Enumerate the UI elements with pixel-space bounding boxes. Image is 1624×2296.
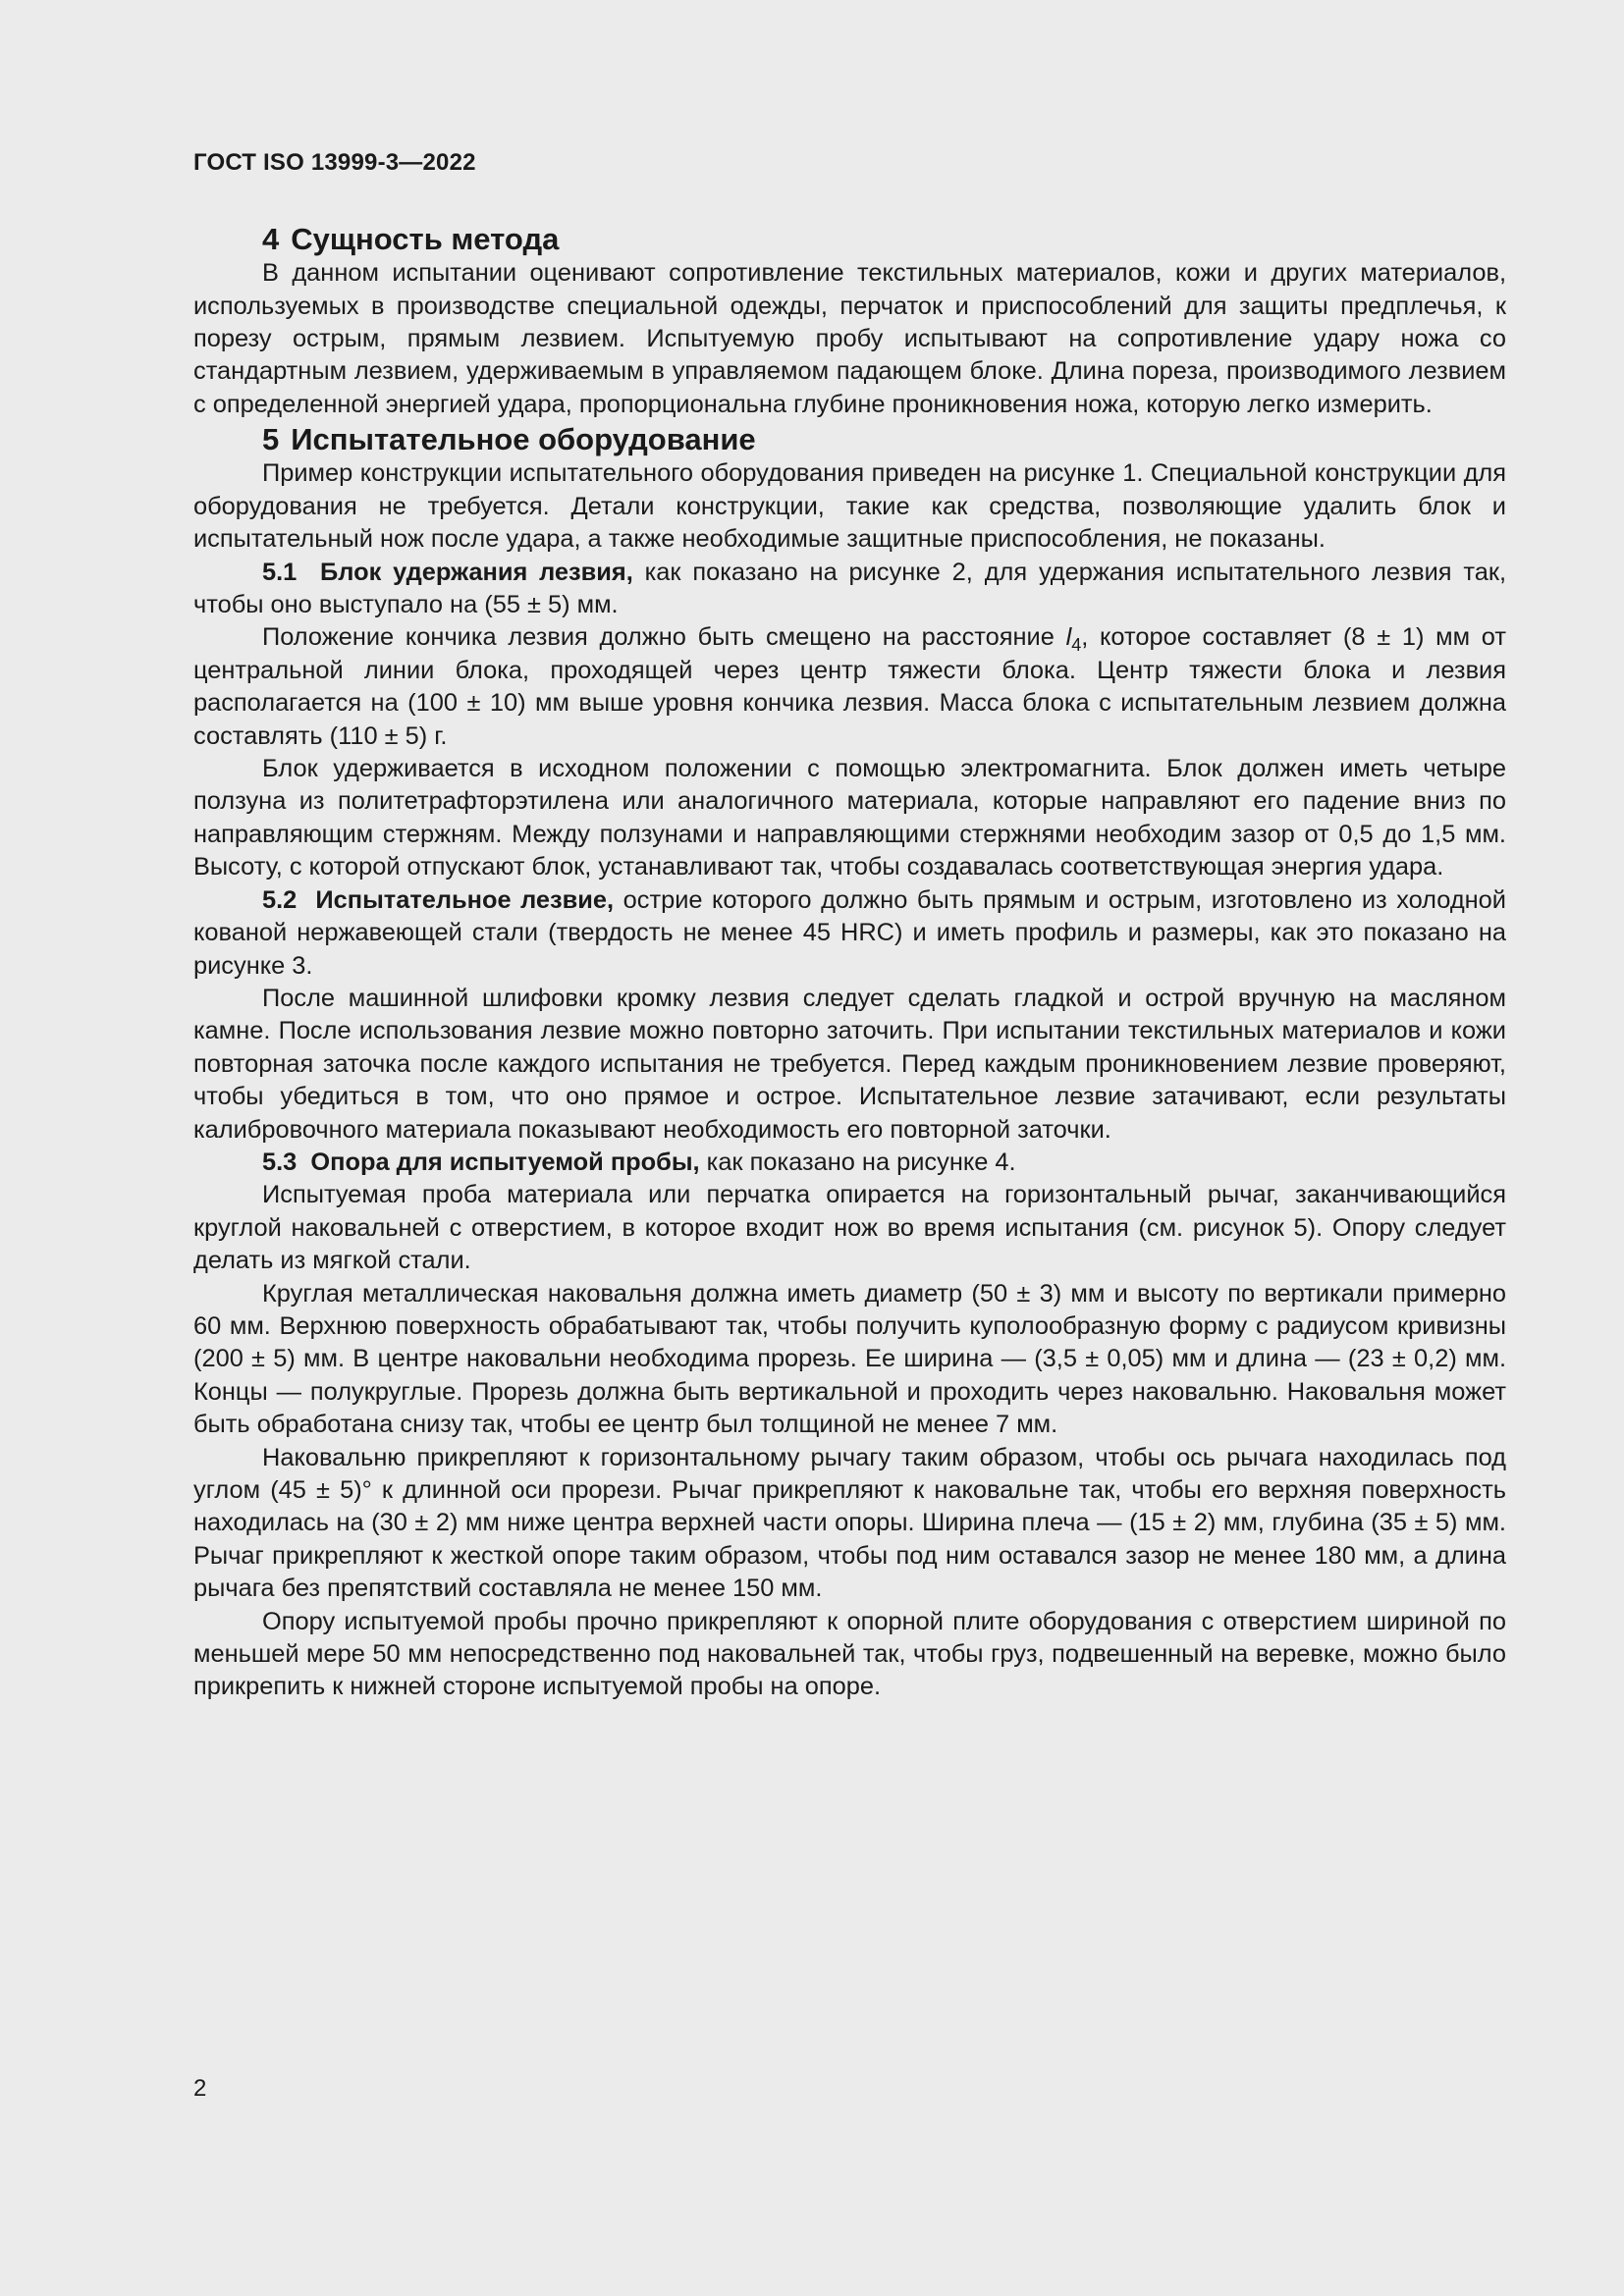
clause-5-3-text: как показано на рисунке 4.	[699, 1148, 1016, 1176]
clause-5-3-paragraph	[193, 1147, 1506, 1179]
clause-5-1-number: 5.1	[262, 558, 298, 586]
clause-5-1-text: как показано на рисунке 2, для удержания испытательного лезвия так, чтобы оно выступало на (55 ± 5) мм.	[193, 558, 1507, 619]
section-5-intro-paragraph: Пример конструкции испытательного оборудования приведен на рисунке 1. Специальной конструкции для оборудования не требуется. Детали конструкции, такие как средства, позволяющие удалить блок и испытательный нож после удара, а также необходимые защитные приспособления, не показаны.	[193, 459, 1506, 554]
clause-5-2-number: 5.2	[262, 885, 298, 914]
section-4-paragraph: В данном испытании оценивают сопротивление текстильных материалов, кожи и других материалов, используемых в производстве специальной одежды, перчаток и приспособлений для защиты предплечья, к порезу острым, прямым лезвием. Испытуемую пробу испытывают на сопротивление удару ножа со стандартным лезвием, удерживаемым в управляемом падающем блоке. Длина пореза, производимого лезвием с определенной энергией удара, пропорциональна глубине проникновения ножа, которую легко измерить.	[193, 259, 1506, 418]
clause-5-1-electromagnet-paragraph: Блок удерживается в исходном положении с помощью электромагнита. Блок должен иметь четыре ползуна из политетрафторэтилена или аналогичного материала, которые направляют его падение вниз по направляющим стержням. Между ползунами и направляющими стержнями необходим зазор от 0,5 до 1,5 мм. Высоту, с которой отпускают блок, устанавливают так, чтобы создавалась соответствующая энергия удара.	[193, 755, 1506, 881]
section-5-heading	[193, 421, 1506, 457]
clause-5-3-lever-paragraph: Испытуемая проба материала или перчатка опирается на горизонтальный рычаг, заканчивающийся круглой наковальней с отверстием, в которое входит нож во время испытания (см. рисунок 5). Опору следует делать из мягкой стали.	[193, 1181, 1506, 1275]
blade-offset-text-end: , которое составляет (8 ± 1) мм от центральной линии блока, проходящей через центр тяжести блока. Центр тяжести блока и лезвия располагается на (100 ± 10) мм выше уровня кончика лезвия. Масса блока с испытательным лезвием должна составлять (110 ± 5) г.	[193, 623, 1506, 750]
clause-5-3-number: 5.3	[262, 1148, 298, 1176]
section-4-title: Сущность метода	[291, 222, 560, 256]
clause-5-2-text: острие которого должно быть прямым и острым, изготовлено из холодной кованой нержавеющей стали (твердость не менее 45 HRC) и иметь профиль и размеры, как это показано на рисунке 3.	[193, 885, 1506, 980]
clause-5-3-base-plate-paragraph: Опору испытуемой пробы прочно прикрепляют к опорной плите оборудования с отверстием шириной по меньшей мере 50 мм непосредственно под наковальней так, чтобы груз, подвешенный на веревке, можно было прикрепить к нижней стороне испытуемой пробы на опоре.	[193, 1607, 1506, 1701]
clause-5-2-title: Испытательное лезвие,	[315, 885, 615, 914]
offset-symbol: l	[1065, 623, 1072, 652]
clause-5-2-sharpening-paragraph: После машинной шлифовки кромку лезвия следует сделать гладкой и острой вручную на масляном камне. После использования лезвие можно повторно заточить. При испытании текстильных материалов и кожи повторная заточка после каждого испытания не требуется. Перед каждым проникновением лезвие проверяют, чтобы убедиться в том, что оно прямое и острое. Испытательное лезвие затачивают, если результаты калибровочного материала показывают необходимость его повторной заточки.	[193, 984, 1506, 1144]
clause-5-1-title: Блок удержания лезвия,	[320, 558, 633, 586]
clause-5-2-paragraph	[193, 884, 1506, 983]
document-body	[193, 221, 1506, 1704]
clause-5-3-anvil-paragraph: Круглая металлическая наковальня должна иметь диаметр (50 ± 3) мм и высоту по вертикали примерно 60 мм. Верхнюю поверхность обрабатывают так, чтобы получить куполообразную форму с радиусом кривизны (200 ± 5) мм. В центре наковальни необходима прорезь. Ее ширина — (3,5 ± 0,05) мм и длина — (23 ± 0,2) мм. Концы — полукруглые. Прорезь должна быть вертикальной и проходить через наковальню. Наковальня может быть обработана снизу так, чтобы ее центр был толщиной не менее 7 мм.	[193, 1279, 1506, 1439]
blade-offset-text-start: Положение кончика лезвия должно быть смещено на расстояние	[262, 623, 1066, 652]
section-4-heading	[193, 221, 1506, 257]
clause-5-3-attachment-paragraph: Наковальню прикрепляют к горизонтальному рычагу таким образом, чтобы ось рычага находилась под углом (45 ± 5)° к длинной оси прорези. Рычаг прикрепляют к наковальне так, чтобы его верхняя поверхность находилась на (30 ± 2) мм ниже центра верхней части опоры. Ширина плеча — (15 ± 2) мм, глубина (35 ± 5) мм. Рычаг прикрепляют к жесткой опоре таким образом, чтобы под ним оставался зазор не менее 180 мм, а длина рычага без препятствий составляла не менее 150 мм.	[193, 1443, 1506, 1603]
section-4-number: 4	[262, 222, 280, 256]
page-number: 2	[193, 2075, 207, 2102]
section-5-title: Испытательное оборудование	[291, 422, 756, 457]
clause-5-3-title: Опора для испытуемой пробы,	[310, 1148, 700, 1176]
document-code-header: ГОСТ ISO 13999-3—2022	[193, 149, 476, 176]
section-5-number: 5	[262, 422, 280, 457]
clause-5-1-blade-offset-paragraph	[193, 621, 1506, 753]
clause-5-1-paragraph	[193, 557, 1506, 622]
offset-symbol-subscript: 4	[1071, 635, 1082, 656]
